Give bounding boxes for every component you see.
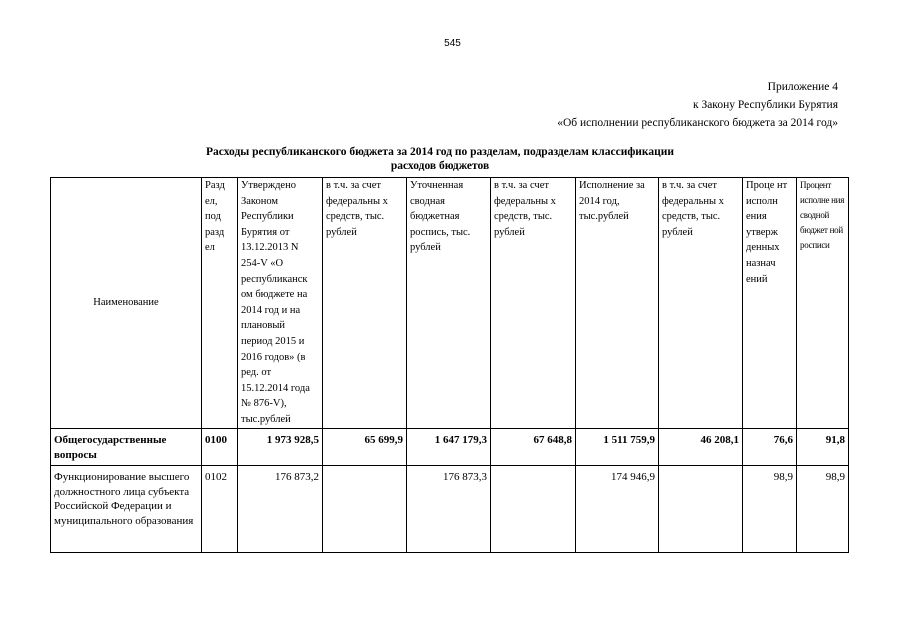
title-line-1: Расходы республиканского бюджета за 2014 год по разделам, подразделам классификации	[205, 146, 675, 158]
row-pct-approved: 76,6	[743, 429, 797, 466]
header-approved-federal: в т.ч. за счет федеральны х средств, тыс. рублей	[323, 178, 407, 429]
header-pct-approved: Проце нт исполн ения утверж денных назнач ений	[743, 178, 797, 429]
title-line-2: расходов бюджетов	[390, 160, 490, 172]
row-refined-federal: 67 648,8	[491, 429, 576, 466]
row-code: 0100	[202, 429, 238, 466]
row-pct-roster: 91,8	[797, 429, 849, 466]
row-refined-federal	[491, 466, 576, 553]
table-header-row	[51, 178, 849, 429]
row-code: 0102	[202, 466, 238, 553]
row-executed-federal	[659, 466, 743, 553]
table-row	[51, 429, 849, 466]
row-executed: 174 946,9	[576, 466, 659, 553]
row-approved: 1 973 928,5	[238, 429, 323, 466]
header-approved: Утверждено Законом Республики Бурятия от 13.12.2013 N 254-V «О республиканск ом бюджете на 2014 год и на плановый период 2015 и 2016 годов» (в ред. от 15.12.2014 года № 876-V), тыс.рублей	[238, 178, 323, 429]
row-name: Общегосударственные вопросы	[51, 429, 202, 466]
row-approved-federal	[323, 466, 407, 553]
row-pct-approved: 98,9	[743, 466, 797, 553]
row-refined: 176 873,3	[407, 466, 491, 553]
appendix-line-1: Приложение 4	[767, 81, 838, 93]
row-executed-federal: 46 208,1	[659, 429, 743, 466]
header-executed-federal: в т.ч. за счет федеральны х средств, тыс. рублей	[659, 178, 743, 429]
expenses-table	[50, 177, 849, 553]
header-pct-roster: Процент исполне ния сводной бюджет ной росписи	[797, 178, 849, 429]
row-executed: 1 511 759,9	[576, 429, 659, 466]
appendix-header	[557, 78, 838, 132]
header-name: Наименование	[51, 178, 202, 429]
header-refined-federal: в т.ч. за счет федеральны х средств, тыс. рублей	[491, 178, 576, 429]
header-executed: Исполнение за 2014 год, тыс.рублей	[576, 178, 659, 429]
header-refined: Уточненная сводная бюджетная роспись, тыс. рублей	[407, 178, 491, 429]
page-number: 545	[444, 38, 461, 49]
table-row	[51, 466, 849, 553]
row-refined: 1 647 179,3	[407, 429, 491, 466]
appendix-line-2: к Закону Республики Бурятия	[692, 99, 838, 111]
document-title	[130, 145, 750, 173]
row-name: Функционирование высшего должностного лица субъекта Российской Федерации и муниципального образования	[51, 466, 202, 553]
row-approved: 176 873,2	[238, 466, 323, 553]
row-pct-roster: 98,9	[797, 466, 849, 553]
appendix-line-3: «Об исполнении республиканского бюджета за 2014 год»	[557, 117, 838, 129]
header-section: Разд ел, под разд ел	[202, 178, 238, 429]
row-approved-federal: 65 699,9	[323, 429, 407, 466]
